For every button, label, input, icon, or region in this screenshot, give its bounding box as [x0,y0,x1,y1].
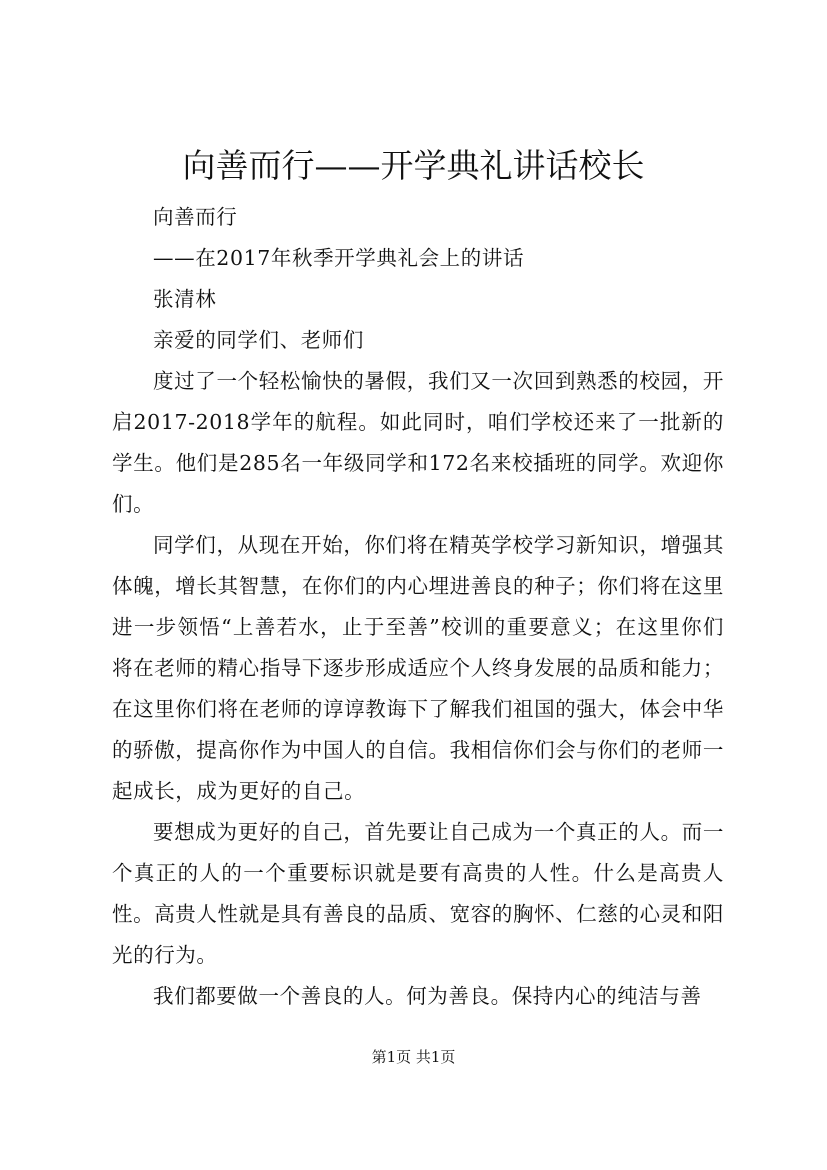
paragraph-subtitle: 向善而行 [153,205,238,229]
document-title: 向善而行——开学典礼讲话校长 [182,146,645,185]
paragraph-occasion: ——在2017年秋季开学典礼会上的讲话 [153,246,525,270]
paragraph-body: 要想成为更好的自己，首先要让自己成为一个真正的人。而一个真正的人的一个重要标识就是要有高贵的人性。什么是高贵人性。高贵人性就是具有善良的品质、宽容的胸怀、仁慈的心灵和阳光的行为。 [112,820,724,967]
paragraph-body: 度过了一个轻松愉快的暑假，我们又一次回到熟悉的校园，开启2017-2018学年的航程。如此同时，咱们学校还来了一批新的学生。他们是285名一年级同学和172名来校插班的同学。欢迎你们。 [112,369,724,516]
paragraph-body: 同学们，从现在开始，你们将在精英学校学习新知识，增强其体魄，增长其智慧，在你们的内心埋进善良的种子；你们将在这里进一步领悟“上善若水，止于至善”校训的重要意义；在这里你们将在老师的精心指导下逐步形成适应个人终身发展的品质和能力；在这里你们将在老师的谆谆教诲下了解我们祖国的强大，体会中华的骄傲，提高你作为中国人的自信。我相信你们会与你们的老师一起成长，成为更好的自己。 [112,533,724,803]
paragraph-author: 张清林 [153,287,217,311]
paragraph-body: 我们都要做一个善良的人。何为善良。保持内心的纯洁与善 [153,984,702,1008]
page-number-footer: 第1页 共1页 [371,1048,456,1066]
paragraph-salutation: 亲爱的同学们、老师们 [153,328,364,352]
document-body [112,197,724,1017]
